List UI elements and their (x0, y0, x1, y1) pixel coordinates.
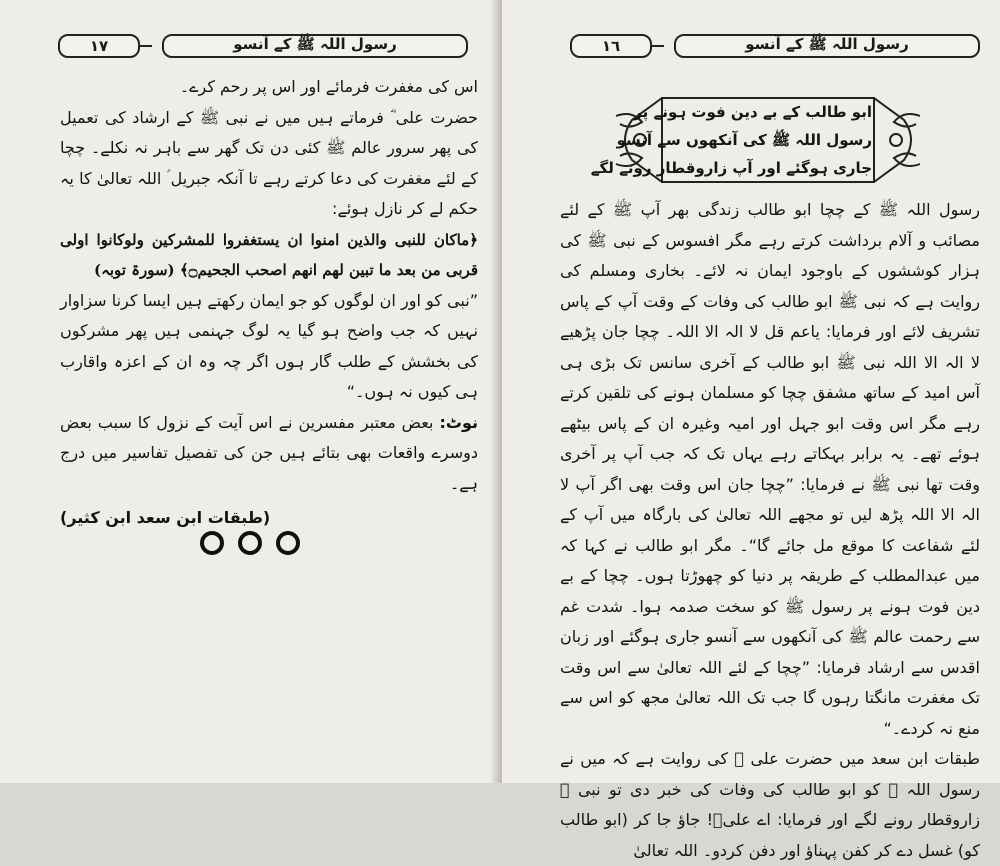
chapter-heading (590, 98, 872, 182)
right-page-body (560, 195, 980, 866)
heading-line: ابو طالب کے بے دین فوت ہونے پر (633, 103, 872, 121)
quran-verse: ﴿ماکان للنبی والذین امنوا ان یستغفروا للمشرکین ولوکانوا اولی قربی من بعد ما تبین لھم انھم اصحب الجحیم۝﴾ (سورۃ توبہ) (60, 230, 478, 279)
left-page-body (60, 72, 478, 534)
left-page (0, 0, 498, 783)
page-number-box (570, 34, 652, 58)
right-page-header (570, 32, 990, 60)
header-divider (140, 45, 152, 47)
verse-translation: ”نبی کو اور ان لوگوں کو جو ایمان رکھتے ہیں ایسا کرنا سزاوار نہیں کہ جب واضح ہو گیا یہ لوگ جہنمی ہیں پھر مشرکوں کی بخشش کے طلب گار ہوں اگر چہ وہ ان کے اعزہ واقارب ہی کیوں نہ ہوں۔“ (60, 290, 478, 401)
paragraph: اس کی مغفرت فرمائے اور اس پر رحم کرے۔ (179, 77, 478, 96)
page-number-box (58, 34, 140, 58)
running-title: رسول اللہ ﷺ کے آنسو (745, 35, 909, 53)
note-text: بعض معتبر مفسرین نے اس آیت کے نزول کا سبب بعض دوسرے واقعات بھی بتائے ہیں جن کی تفصیل تفاسیر میں درج ہے۔ (60, 412, 478, 493)
circle-ornament-icon (200, 531, 224, 555)
header-divider (652, 45, 664, 47)
circle-ornament-icon (238, 531, 262, 555)
note (60, 408, 478, 500)
left-page-header (58, 32, 478, 60)
page-number: ١٦ (601, 37, 621, 55)
page-number: ١٧ (89, 37, 109, 55)
heading-line: رسول اللہ ﷺ کی آنکھوں سے آنسو (616, 131, 872, 149)
source-citation: (طبقات ابن سعد ابن کثیر) (60, 508, 271, 527)
paragraph: طبقات ابن سعد میں حضرت علی ؓ کی روایت ہے کہ میں نے رسول اللہ ﷺ کو ابو طالب کی وفات کی خبر دی تو نبی ﷺ زاروقطار رونے لگے اور فرمایا: اے علیؓ! جاؤ جا کر (ابو طالب کو) غسل دے کر کفن پہناؤ اور دفن کردو۔ اللہ تعالیٰ (560, 749, 981, 860)
running-title-box (162, 34, 468, 58)
section-end-ornament (200, 528, 300, 558)
note-label: نوٹ: (439, 412, 478, 432)
circle-ornament-icon (276, 531, 300, 555)
running-title: رسول اللہ ﷺ کے آنسو (233, 35, 397, 53)
chapter-heading-frame (590, 92, 926, 188)
running-title-box (674, 34, 980, 58)
heading-line: جاری ہوگئے اور آپ زاروقطار رونے لگے (590, 159, 872, 177)
paragraph: رسول اللہ ﷺ کے چچا ابو طالب زندگی بھر آپ ﷺ کے لئے مصائب و آلام برداشت کرتے رہے مگر افسوس کے نبی ﷺ کی ہزار کوششوں کے باوجود ایمان نہ لائے۔ بخاری ومسلم کی روایت ہے کہ نبی ﷺ ابو طالب کی وفات کے وقت آپ کے پاس تشریف لائے اور فرمایا: یاعم قل لا الہ الا اللہ۔ چچا جان پڑھیے لا الہ الا اللہ نبی ﷺ ابو طالب کے آخری سانس تک بڑی ہی آس امید کے ساتھ مشفق چچا کو مسلمان ہونے کی تلقین کرتے رہے مگر اس وقت ابو جہل اور امیہ وغیرہ ان کے پاس بیٹھے ہوئے تھے۔ یہ برابر بہکاتے رہے یہاں تک کہ جب آپ پر آخری وقت تھا نبی ﷺ نے فرمایا: ”چچا جان اس وقت بھی اگر آپ لا الہ الا اللہ پڑھ لیں تو مجھے اللہ تعالیٰ کی بارگاہ میں آپ کے لئے شفاعت کا موقع مل جائے گا“۔ مگر ابو طالب نے کہا کہ میں عبدالمطلب کے طریقہ پر دنیا کو چھوڑتا ہوں۔ چچا کے بے دین فوت ہونے پر رسول ﷺ کو سخت صدمہ ہوا۔ شدت غم سے رحمت عالم ﷺ کی آنکھوں سے آنسو جاری ہوگئے اور زبان اقدس سے ارشاد فرمایا: ”چچا کے لئے اللہ تعالیٰ سے اس وقت تک مغفرت مانگتا رہوں گا جب تک اللہ تعالیٰ مجھ کو اس سے منع نہ کردے۔“ (560, 200, 980, 738)
right-page (502, 0, 1000, 860)
paragraph: حضرت علی ؓ فرماتے ہیں میں نے نبی ﷺ کے ارشاد کی تعمیل کی پھر سرور عالم ﷺ کئی دن تک گھر سے باہر نہ نکلے۔ چچا کے لئے مغفرت کی دعا کرتے رہے تا آنکہ جبریل ؑ اللہ تعالیٰ کا یہ حکم لے کر نازل ہوئے: (60, 107, 478, 218)
